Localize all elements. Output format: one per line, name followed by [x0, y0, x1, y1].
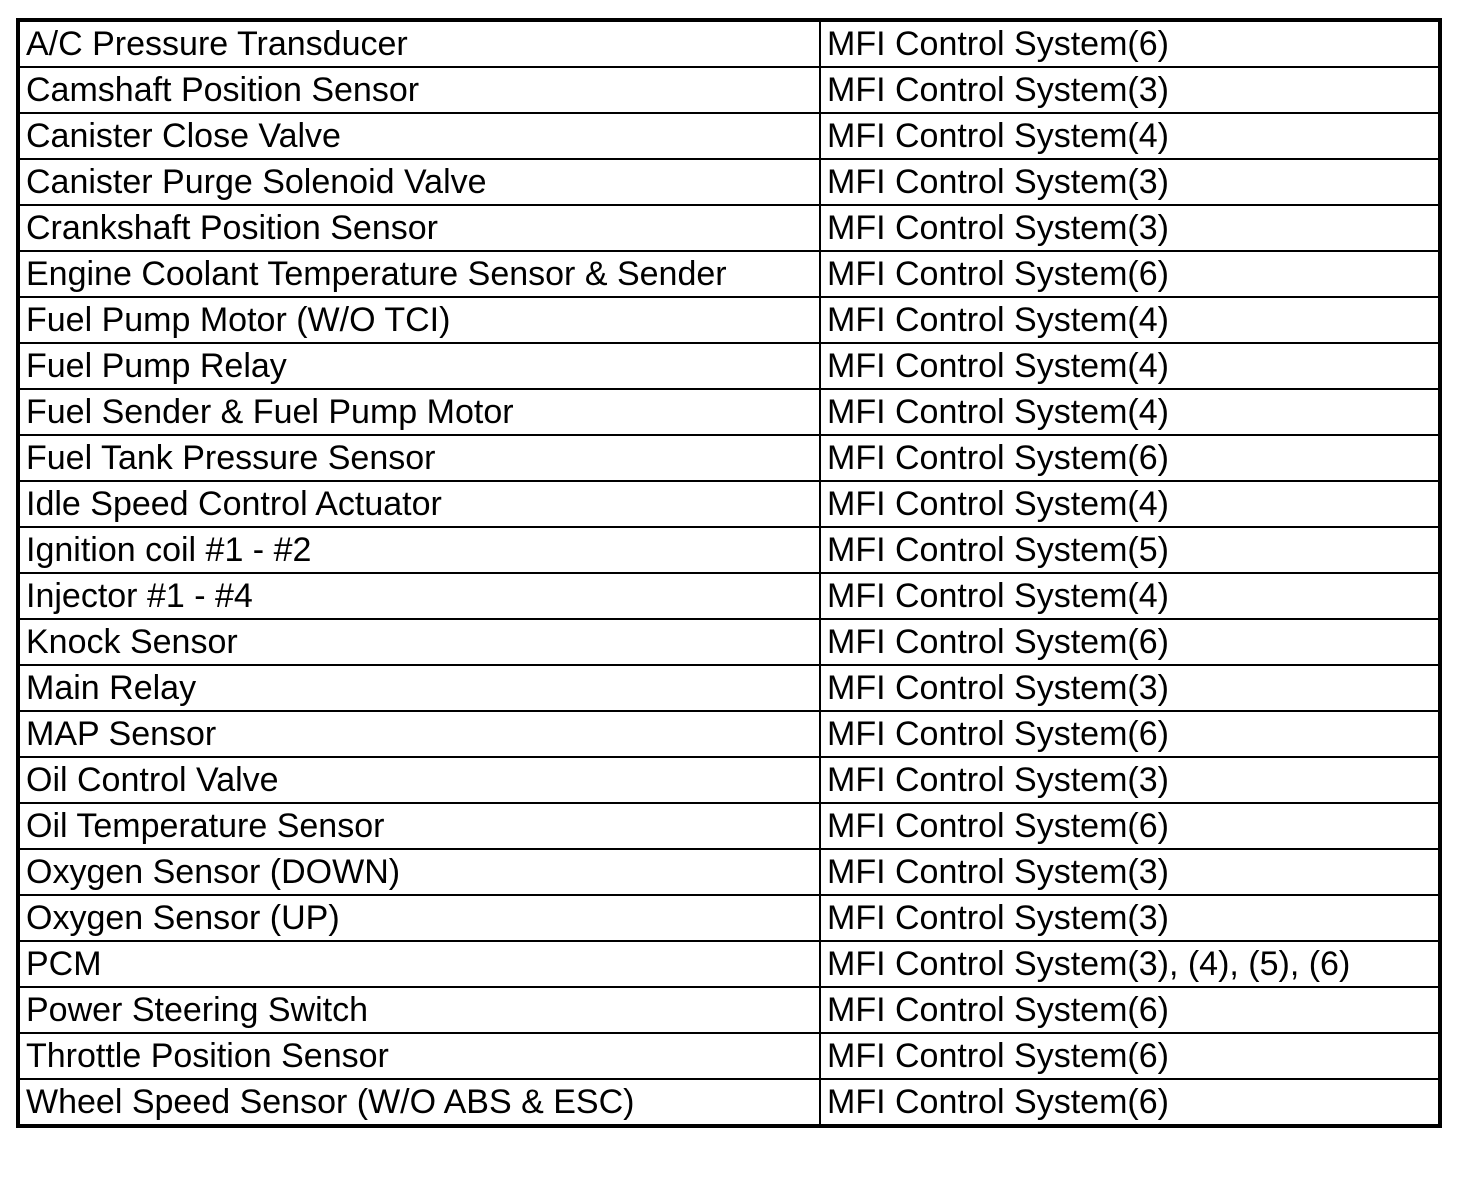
system-reference-cell: MFI Control System(3): [820, 159, 1440, 205]
system-reference-cell: MFI Control System(6): [820, 803, 1440, 849]
table-row: [18, 527, 1440, 573]
table-row: [18, 803, 1440, 849]
system-reference-cell: MFI Control System(4): [820, 113, 1440, 159]
table-row: [18, 159, 1440, 205]
component-name-cell: Idle Speed Control Actuator: [18, 481, 820, 527]
system-reference-cell: MFI Control System(6): [820, 435, 1440, 481]
system-reference-cell: MFI Control System(6): [820, 251, 1440, 297]
component-name-cell: Camshaft Position Sensor: [18, 67, 820, 113]
table-row: [18, 343, 1440, 389]
table-row: [18, 619, 1440, 665]
system-reference-cell: MFI Control System(6): [820, 1079, 1440, 1126]
system-reference-cell: MFI Control System(3): [820, 757, 1440, 803]
component-name-cell: Fuel Pump Motor (W/O TCI): [18, 297, 820, 343]
table-row: [18, 711, 1440, 757]
system-reference-cell: MFI Control System(3): [820, 67, 1440, 113]
component-name-cell: Oil Control Valve: [18, 757, 820, 803]
system-reference-cell: MFI Control System(6): [820, 20, 1440, 67]
component-name-cell: Oil Temperature Sensor: [18, 803, 820, 849]
system-reference-cell: MFI Control System(6): [820, 987, 1440, 1033]
component-name-cell: Oxygen Sensor (DOWN): [18, 849, 820, 895]
table-row: [18, 665, 1440, 711]
component-name-cell: Knock Sensor: [18, 619, 820, 665]
component-name-cell: Canister Purge Solenoid Valve: [18, 159, 820, 205]
system-reference-cell: MFI Control System(5): [820, 527, 1440, 573]
system-reference-cell: MFI Control System(6): [820, 711, 1440, 757]
component-name-cell: Power Steering Switch: [18, 987, 820, 1033]
system-reference-cell: MFI Control System(3): [820, 205, 1440, 251]
table-row: [18, 481, 1440, 527]
component-name-cell: PCM: [18, 941, 820, 987]
table-row: [18, 435, 1440, 481]
component-index-table: [16, 18, 1442, 1128]
system-reference-cell: MFI Control System(3): [820, 849, 1440, 895]
table-row: [18, 113, 1440, 159]
table-row: [18, 757, 1440, 803]
table-row: [18, 389, 1440, 435]
table-row: [18, 297, 1440, 343]
component-name-cell: Fuel Tank Pressure Sensor: [18, 435, 820, 481]
table-row: [18, 941, 1440, 987]
table-row: [18, 1079, 1440, 1126]
table-row: [18, 205, 1440, 251]
component-name-cell: Injector #1 - #4: [18, 573, 820, 619]
table-row: [18, 895, 1440, 941]
component-name-cell: Fuel Sender & Fuel Pump Motor: [18, 389, 820, 435]
component-name-cell: Canister Close Valve: [18, 113, 820, 159]
system-reference-cell: MFI Control System(4): [820, 573, 1440, 619]
component-name-cell: Oxygen Sensor (UP): [18, 895, 820, 941]
table-row: [18, 849, 1440, 895]
system-reference-cell: MFI Control System(4): [820, 481, 1440, 527]
table-row: [18, 20, 1440, 67]
system-reference-cell: MFI Control System(3), (4), (5), (6): [820, 941, 1440, 987]
component-name-cell: Main Relay: [18, 665, 820, 711]
component-name-cell: Crankshaft Position Sensor: [18, 205, 820, 251]
system-reference-cell: MFI Control System(3): [820, 665, 1440, 711]
table-row: [18, 1033, 1440, 1079]
table-row: [18, 573, 1440, 619]
system-reference-cell: MFI Control System(3): [820, 895, 1440, 941]
component-index-body: [18, 20, 1440, 1126]
component-name-cell: Wheel Speed Sensor (W/O ABS & ESC): [18, 1079, 820, 1126]
system-reference-cell: MFI Control System(6): [820, 619, 1440, 665]
component-name-cell: A/C Pressure Transducer: [18, 20, 820, 67]
component-index-sheet: [16, 18, 1438, 1128]
table-row: [18, 67, 1440, 113]
component-name-cell: Ignition coil #1 - #2: [18, 527, 820, 573]
system-reference-cell: MFI Control System(6): [820, 1033, 1440, 1079]
system-reference-cell: MFI Control System(4): [820, 343, 1440, 389]
table-row: [18, 251, 1440, 297]
table-row: [18, 987, 1440, 1033]
component-name-cell: Fuel Pump Relay: [18, 343, 820, 389]
system-reference-cell: MFI Control System(4): [820, 389, 1440, 435]
component-name-cell: Throttle Position Sensor: [18, 1033, 820, 1079]
component-name-cell: Engine Coolant Temperature Sensor & Sender: [18, 251, 820, 297]
system-reference-cell: MFI Control System(4): [820, 297, 1440, 343]
component-name-cell: MAP Sensor: [18, 711, 820, 757]
